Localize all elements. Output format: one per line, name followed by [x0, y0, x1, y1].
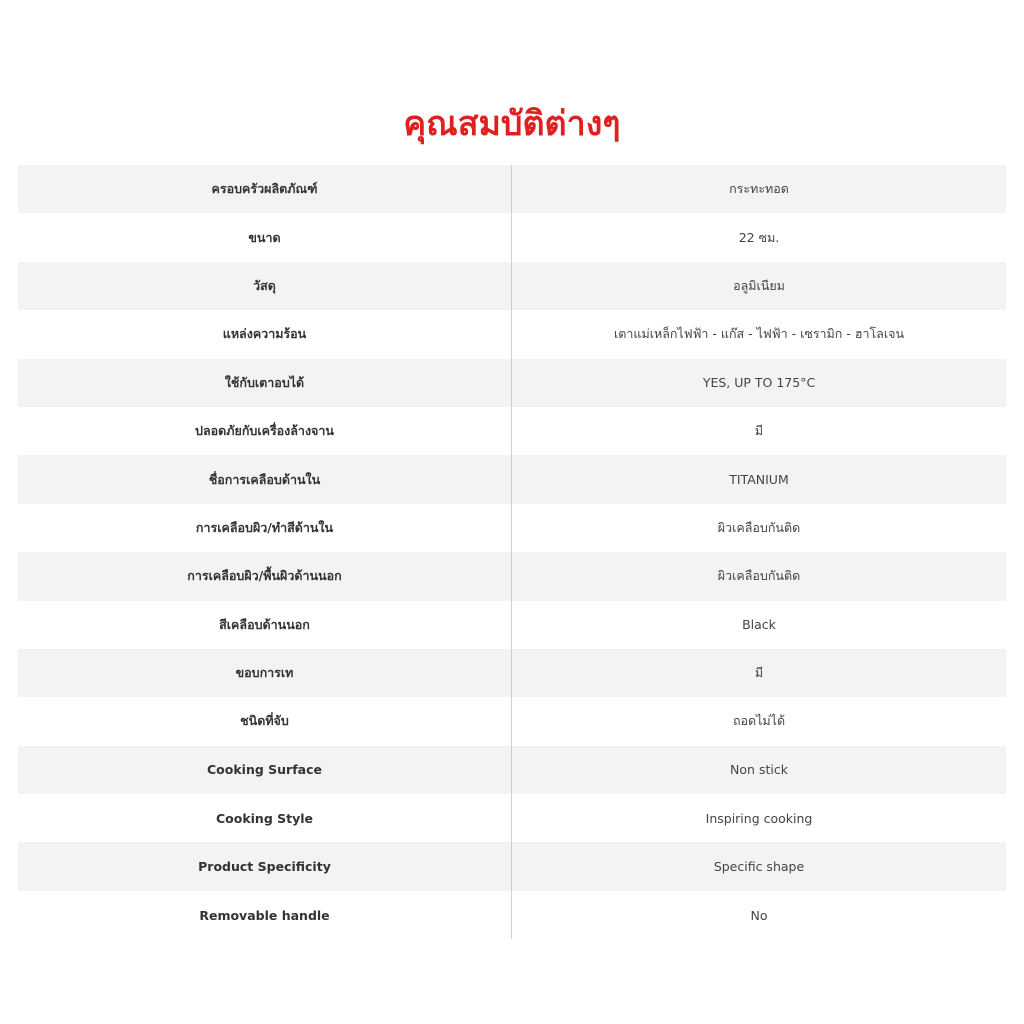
spec-label: การเคลือบผิว/ทำสีด้านใน: [18, 504, 512, 552]
spec-row: [18, 165, 1006, 213]
spec-label: ขอบการเท: [18, 649, 512, 697]
spec-row: [18, 359, 1006, 407]
spec-row: [18, 697, 1006, 745]
spec-label: ใช้กับเตาอบได้: [18, 359, 512, 407]
spec-value: ผิวเคลือบกันติด: [717, 568, 801, 584]
spec-label: Product Specificity: [18, 842, 512, 890]
spec-row: [18, 794, 1006, 842]
spec-row: [18, 407, 1006, 455]
spec-row: [18, 649, 1006, 697]
spec-row: [18, 310, 1006, 358]
spec-label: ชนิดที่จับ: [18, 697, 512, 745]
spec-row: [18, 842, 1006, 890]
spec-row: [18, 262, 1006, 310]
spec-value: Non stick: [730, 762, 788, 778]
spec-value: No: [750, 907, 768, 923]
spec-row: [18, 891, 1006, 939]
spec-label: Cooking Surface: [18, 746, 512, 794]
spec-label: Removable handle: [18, 891, 512, 939]
spec-label: ครอบครัวผลิตภัณฑ์: [18, 165, 512, 213]
spec-value: 22 ซม.: [738, 229, 780, 245]
spec-table: [18, 165, 1006, 939]
spec-label: แหล่งความร้อน: [18, 310, 512, 358]
page-title: คุณสมบัติต่างๆ: [403, 104, 621, 144]
spec-label: ปลอดภัยกับเครื่องล้างจาน: [18, 407, 512, 455]
spec-value: มี: [754, 665, 764, 681]
spec-row: [18, 552, 1006, 600]
spec-value: Specific shape: [713, 859, 805, 875]
spec-value: ถอดไม่ได้: [732, 713, 786, 729]
spec-label: วัสดุ: [18, 262, 512, 310]
spec-value: Inspiring cooking: [705, 810, 813, 826]
spec-row: [18, 213, 1006, 261]
spec-value: YES, UP TO 175°C: [702, 375, 816, 391]
spec-row: [18, 601, 1006, 649]
spec-value: เตาแม่เหล็กไฟฟ้า - แก๊ส - ไฟฟ้า - เซรามิก - ฮาโลเจน: [613, 326, 904, 342]
spec-value: มี: [754, 423, 764, 439]
spec-row: [18, 455, 1006, 503]
spec-row: [18, 746, 1006, 794]
spec-value: กระทะทอด: [729, 181, 789, 197]
spec-row: [18, 504, 1006, 552]
spec-value: ผิวเคลือบกันติด: [717, 519, 801, 535]
spec-label: การเคลือบผิว/พื้นผิวด้านนอก: [18, 552, 512, 600]
spec-label: ขนาด: [18, 213, 512, 261]
spec-value: อลูมิเนียม: [733, 277, 785, 293]
spec-label: ชื่อการเคลือบด้านใน: [18, 455, 512, 503]
spec-value: TITANIUM: [729, 472, 789, 488]
spec-label: สีเคลือบด้านนอก: [18, 601, 512, 649]
spec-value: Black: [742, 617, 776, 633]
spec-label: Cooking Style: [18, 794, 512, 842]
